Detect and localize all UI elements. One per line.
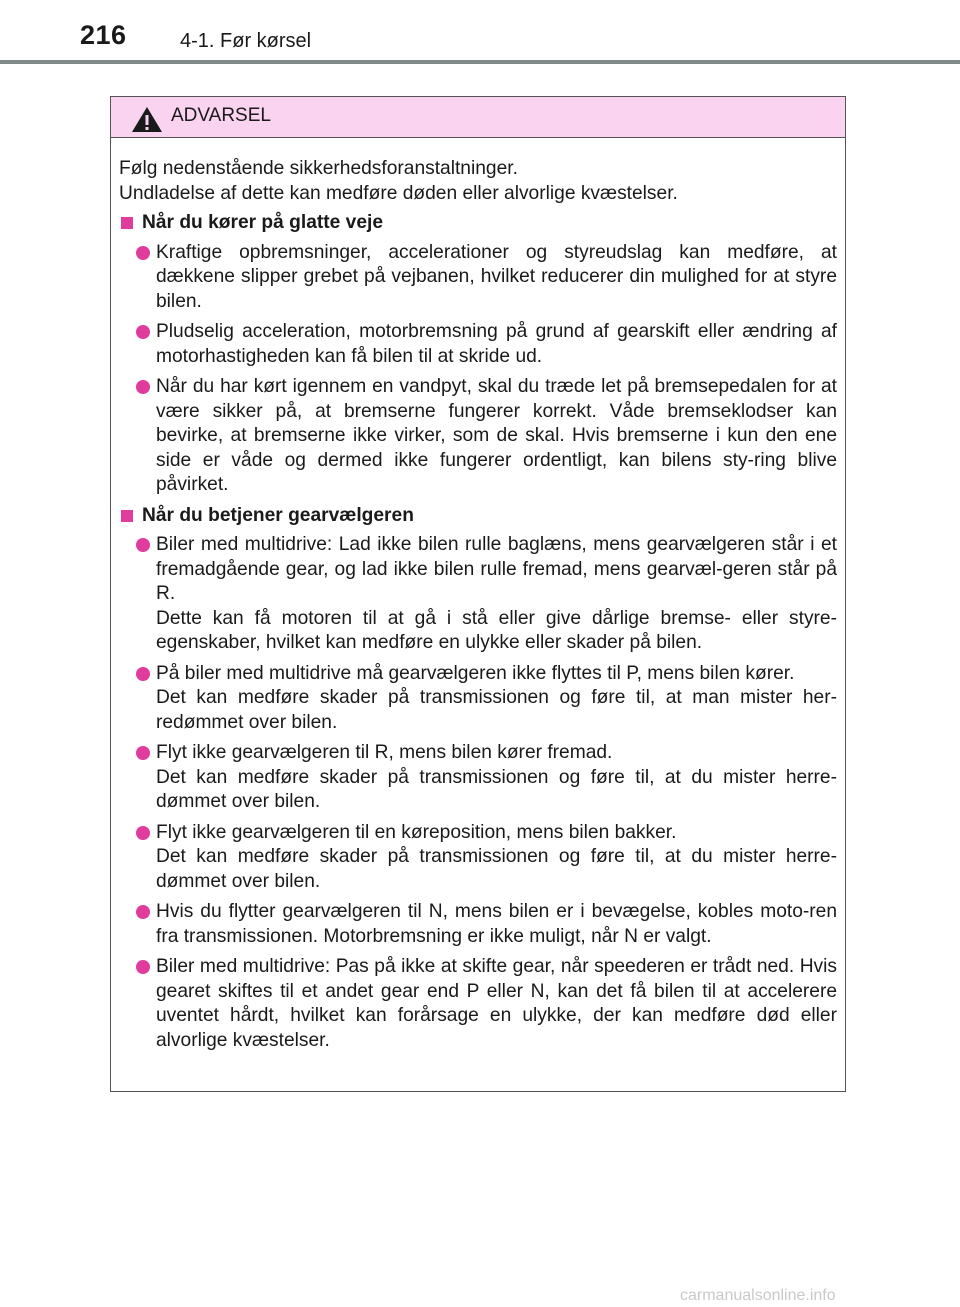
warning-title: ADVARSEL <box>171 105 271 126</box>
bullet-item <box>119 533 837 656</box>
section-heading-text: Når du kører på glatte veje <box>142 212 383 233</box>
warning-triangle-icon <box>131 106 163 133</box>
section-heading <box>119 504 837 529</box>
bullet-paragraph: Det kan medføre skader på transmissionen og føre til, at du mister herre-dømmet over bilen. <box>156 846 837 892</box>
bullet-paragraph: Det kan medføre skader på transmissionen og føre til, at man mister her-redømmet over bilen. <box>156 687 837 733</box>
header-rule <box>0 60 960 64</box>
bullet-item <box>119 241 837 315</box>
round-bullet-icon <box>136 246 150 260</box>
warning-box <box>110 96 846 1092</box>
bullet-item <box>119 375 837 498</box>
round-bullet-icon <box>136 905 150 919</box>
round-bullet-icon <box>136 960 150 974</box>
bullet-item <box>119 662 837 736</box>
bullet-paragraph: Flyt ikke gearvælgeren til R, mens bilen kører fremad. <box>156 742 613 763</box>
section-heading-text: Når du betjener gearvælgeren <box>142 504 414 526</box>
page-header <box>0 0 960 66</box>
round-bullet-icon <box>136 538 150 552</box>
section-heading <box>119 211 837 236</box>
bullet-item <box>119 955 837 1053</box>
bullet-item <box>119 821 837 895</box>
warning-header <box>111 97 845 138</box>
bullet-item <box>119 320 837 369</box>
section-title: 4-1. Før kørsel <box>180 30 312 52</box>
round-bullet-icon <box>136 746 150 760</box>
bullet-paragraph: Biler med multidrive: Lad ikke bilen rulle baglæns, mens gearvælgeren står i et fremadgående gear, og lad ikke bilen rulle fremad, mens gearvæl-geren står på R. <box>156 534 837 604</box>
bullet-item <box>119 741 837 815</box>
square-bullet-icon <box>121 217 133 229</box>
bullet-paragraph: Biler med multidrive: Pas på ikke at skifte gear, når speederen er trådt ned. Hvis gearet skiftes til et andet gear end P eller N, kan det få bilen til at accelerere uventet hårdt, hvilket kan forårsage en ulykke, der kan medføre død eller alvorlige kvæstelser. <box>156 956 837 1051</box>
bullet-paragraph: Flyt ikke gearvælgeren til en køreposition, mens bilen bakker. <box>156 821 677 843</box>
watermark: carmanualsonline.info <box>680 1287 836 1304</box>
intro-line: Følg nedenstående sikkerhedsforanstaltninger. <box>119 158 518 179</box>
round-bullet-icon <box>136 826 150 840</box>
round-bullet-icon <box>136 325 150 339</box>
intro-line: Undladelse af dette kan medføre døden eller alvorlige kvæstelser. <box>119 182 678 204</box>
warning-body <box>111 138 845 1053</box>
bullet-paragraph: Det kan medføre skader på transmissionen og føre til, at du mister herre-dømmet over bilen. <box>156 766 837 812</box>
square-bullet-icon <box>121 510 133 522</box>
round-bullet-icon <box>136 380 150 394</box>
bullet-paragraph: Pludselig acceleration, motorbremsning på grund af gearskift eller ændring af motorhastigheden kan få bilen til at skride ud. <box>156 321 837 367</box>
bullet-paragraph: Når du har kørt igennem en vandpyt, skal du træde let på bremsepedalen for at være sikker på, at bremserne fungerer korrekt. Våde bremseklodser kan bevirke, at bremserne ikke virker, som de skal. Hvis bremserne i kun den ene side er våde og dermed ikke fungerer ordentligt, kan bilens sty-ring blive påvirket. <box>156 376 837 495</box>
bullet-paragraph: Dette kan få motoren til at gå i stå eller give dårlige bremse- eller styre-egenskaber, hvilket kan medføre en ulykke eller skader på bilen. <box>156 607 837 653</box>
bullet-paragraph: Kraftige opbremsninger, accelerationer og styreudslag kan medføre, at dækkene slipper grebet på vejbanen, hvilket reducerer din mulighed for at styre bilen. <box>156 241 837 312</box>
bullet-item <box>119 900 837 949</box>
round-bullet-icon <box>136 667 150 681</box>
page-number: 216 <box>80 20 127 50</box>
bullet-paragraph: Hvis du flytter gearvælgeren til N, mens bilen er i bevægelse, kobles moto-ren fra transmissionen. Motorbremsning er ikke muligt, når N er valgt. <box>156 901 837 947</box>
bullet-paragraph: På biler med multidrive må gearvælgeren ikke flyttes til P, mens bilen kører. <box>156 662 795 684</box>
